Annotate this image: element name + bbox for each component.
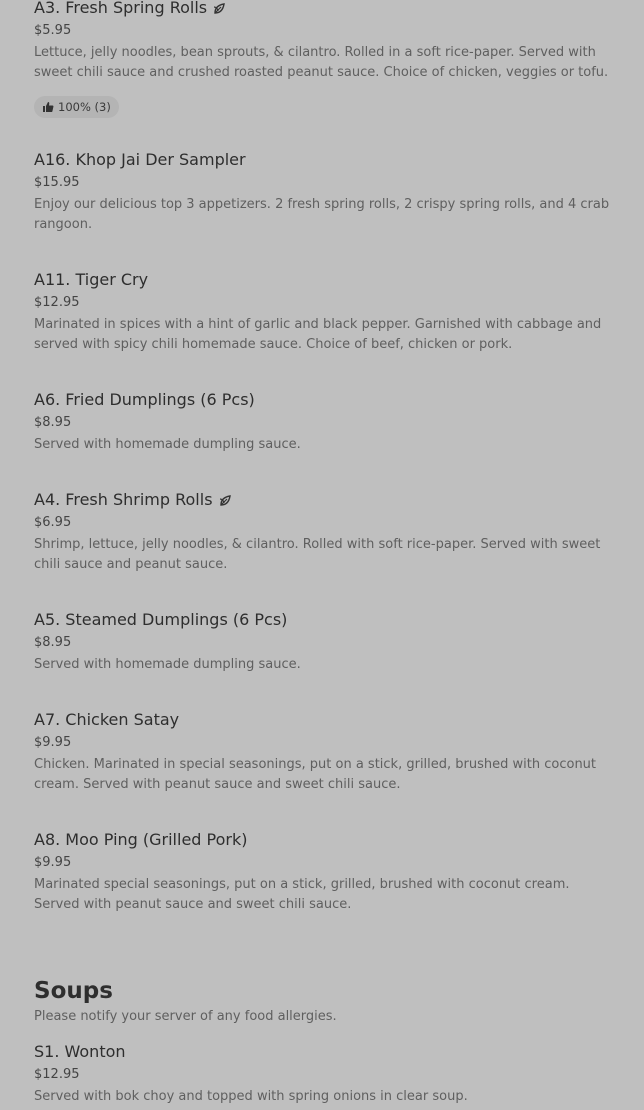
- menu-item-name: A8. Moo Ping (Grilled Pork): [34, 830, 248, 849]
- menu-item-price: $9.95: [34, 855, 72, 870]
- menu-item-price: $12.95: [34, 295, 80, 310]
- menu-item-a6[interactable]: [34, 390, 619, 455]
- menu-item-a4[interactable]: [34, 490, 619, 575]
- menu-item-price: $9.95: [34, 735, 72, 750]
- allergy-note: Please notify your server of any food allergies.: [34, 1009, 337, 1024]
- menu-item-name: A16. Khop Jai Der Sampler: [34, 150, 246, 169]
- menu-item-name: A6. Fried Dumplings (6 Pcs): [34, 390, 255, 409]
- menu-item-price: $8.95: [34, 635, 72, 650]
- menu-item-description: Shrimp, lettuce, jelly noodles, & cilantro. Rolled with soft rice-paper. Served with sweet chili sauce and peanut sauce.: [34, 537, 601, 572]
- menu-item-price: $6.95: [34, 515, 72, 530]
- menu-item-s1[interactable]: [34, 1042, 619, 1107]
- menu-item-price: $5.95: [34, 23, 72, 38]
- menu-item-description: Served with bok choy and topped with spring onions in clear soup.: [34, 1089, 468, 1104]
- menu-item-price: $8.95: [34, 415, 72, 430]
- menu-item-name: A11. Tiger Cry: [34, 270, 149, 289]
- menu-item-a16[interactable]: [34, 150, 619, 235]
- menu-item-description: Served with homemade dumpling sauce.: [34, 437, 301, 452]
- menu-item-a11[interactable]: [34, 270, 619, 355]
- menu-item-description: Served with homemade dumpling sauce.: [34, 657, 301, 672]
- menu-item-price: $12.95: [34, 1067, 80, 1082]
- rating-text: 100% (3): [58, 100, 111, 114]
- menu-item-name: S1. Wonton: [34, 1042, 126, 1061]
- menu-item-description: Marinated in spices with a hint of garlic and black pepper. Garnished with cabbage and served with spicy chili homemade sauce. Choice of beef, chicken or pork.: [34, 317, 602, 352]
- menu-item-price: $15.95: [34, 175, 80, 190]
- section-title-soups: Soups: [34, 978, 113, 1004]
- rating-badge: [34, 96, 119, 118]
- menu-item-a7[interactable]: [34, 710, 619, 795]
- menu-item-name: A3. Fresh Spring Rolls: [34, 0, 208, 17]
- menu-item-a5[interactable]: [34, 610, 619, 675]
- menu-item-description: Enjoy our delicious top 3 appetizers. 2 fresh spring rolls, 2 crispy spring rolls, and 4 crab rangoon.: [34, 197, 610, 232]
- menu-item-name: A4. Fresh Shrimp Rolls: [34, 490, 213, 509]
- menu-item-a3[interactable]: [34, 0, 619, 83]
- leaf-icon: [218, 493, 232, 507]
- menu-item-description: Chicken. Marinated in special seasonings, put on a stick, grilled, brushed with coconut cream. Served with peanut sauce and sweet chili sauce.: [34, 757, 597, 792]
- menu-item-a8[interactable]: [34, 830, 619, 915]
- menu-item-name: A5. Steamed Dumplings (6 Pcs): [34, 610, 288, 629]
- thumbs-up-icon: [42, 101, 54, 113]
- menu-item-description: Lettuce, jelly noodles, bean sprouts, & cilantro. Rolled in a soft rice-paper. Served with sweet chili sauce and crushed roasted peanut sauce. Choice of chicken, veggies or tofu.: [34, 45, 609, 80]
- menu-item-name: A7. Chicken Satay: [34, 710, 180, 729]
- menu-item-description: Marinated special seasonings, put on a stick, grilled, brushed with coconut cream. Served with peanut sauce and sweet chili sauce.: [34, 877, 570, 912]
- leaf-icon: [212, 1, 226, 15]
